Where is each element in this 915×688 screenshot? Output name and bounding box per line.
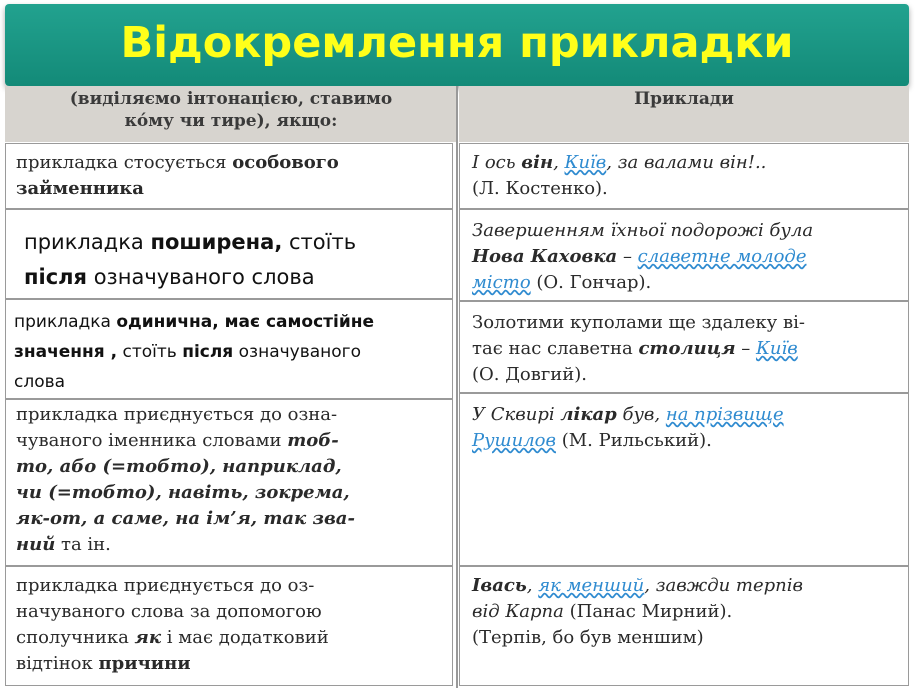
- condition-line: сполучника як і має додатковий: [16, 627, 329, 648]
- condition-line: прикладка приєднується до оз-: [16, 575, 315, 596]
- example-line: тає нас славетна столиця – Київ: [472, 338, 798, 359]
- condition-line: після означуваного слова: [24, 265, 315, 289]
- appositive-highlight: на прізвище: [665, 404, 784, 425]
- condition-line: значення , стоїть після означуваного: [14, 342, 361, 362]
- table-row: [5, 399, 453, 566]
- appositive-highlight: місто: [472, 272, 531, 293]
- condition-line: чи (=тобто), навіть, зокрема,: [16, 482, 350, 503]
- page-title: Відокремлення прикладки: [120, 18, 794, 68]
- example-line: (Л. Костенко).: [472, 178, 608, 199]
- condition-line: ний та ін.: [16, 534, 111, 555]
- table-row: [5, 299, 453, 399]
- table-header-examples: [459, 86, 909, 142]
- condition-line: чуваного іменника словами тоб-: [16, 430, 339, 451]
- condition-line: начуваного слова за допомогою: [16, 601, 322, 622]
- header-examples-label: Приклади: [634, 89, 734, 109]
- condition-line: займенника: [16, 178, 144, 199]
- condition-line: прикладка стосується особового: [16, 152, 339, 173]
- example-line: місто (О. Гончар).: [472, 272, 652, 293]
- example-line: Завершенням їхньої подорожі була: [472, 220, 814, 241]
- condition-line: прикладка поширена, стоїть: [24, 230, 357, 254]
- condition-line: прикладка приєднується до озна-: [16, 404, 338, 425]
- example-line: (О. Довгий).: [472, 364, 587, 385]
- example-line: Нова Каховка – славетне молоде: [472, 246, 807, 267]
- table-header-conditions: [5, 86, 457, 142]
- appositive-highlight: Київ: [564, 152, 607, 173]
- condition-line: слова: [14, 372, 66, 392]
- condition-line: прикладка одинична, має самостійне: [14, 312, 375, 332]
- example-line: (Терпів, бо був меншим): [472, 627, 704, 648]
- example-cell: [459, 566, 909, 686]
- example-line: Рушилов (М. Рильський).: [472, 430, 712, 451]
- title-bar: [5, 4, 909, 86]
- example-line: Івась, як менший, завжди терпів: [472, 575, 803, 596]
- condition-line: то, або (=тобто), наприклад,: [16, 456, 342, 477]
- example-line: Золотими куполами ще здалеку ві-: [472, 312, 805, 333]
- example-line: І ось він, Київ, за валами він!..: [472, 152, 767, 173]
- condition-line: відтінок причини: [16, 653, 191, 674]
- example-cell: [459, 143, 909, 209]
- example-line: від Карпа (Панас Мирний).: [472, 601, 733, 622]
- appositive-highlight: Рушилов: [472, 430, 556, 451]
- column-divider: [456, 86, 458, 688]
- appositive-highlight: Київ: [755, 338, 798, 359]
- appositive-highlight: як менший: [538, 575, 645, 596]
- header-conditions-line1: (виділяємо інтонацією, ставимо: [69, 89, 393, 109]
- table-row: [5, 566, 453, 686]
- condition-line: як-от, а саме, на ім’я, так зва-: [16, 508, 355, 529]
- appositive-highlight: славетне молоде: [637, 246, 807, 267]
- table-row: [5, 209, 453, 299]
- example-cell: [459, 209, 909, 301]
- example-line: У Сквирі лікар був, на прізвище: [472, 404, 784, 425]
- header-conditions-line2: ко́му чи тире), якщо:: [124, 111, 338, 131]
- example-cell: [459, 393, 909, 566]
- example-cell: [459, 301, 909, 393]
- table-row: [5, 143, 453, 209]
